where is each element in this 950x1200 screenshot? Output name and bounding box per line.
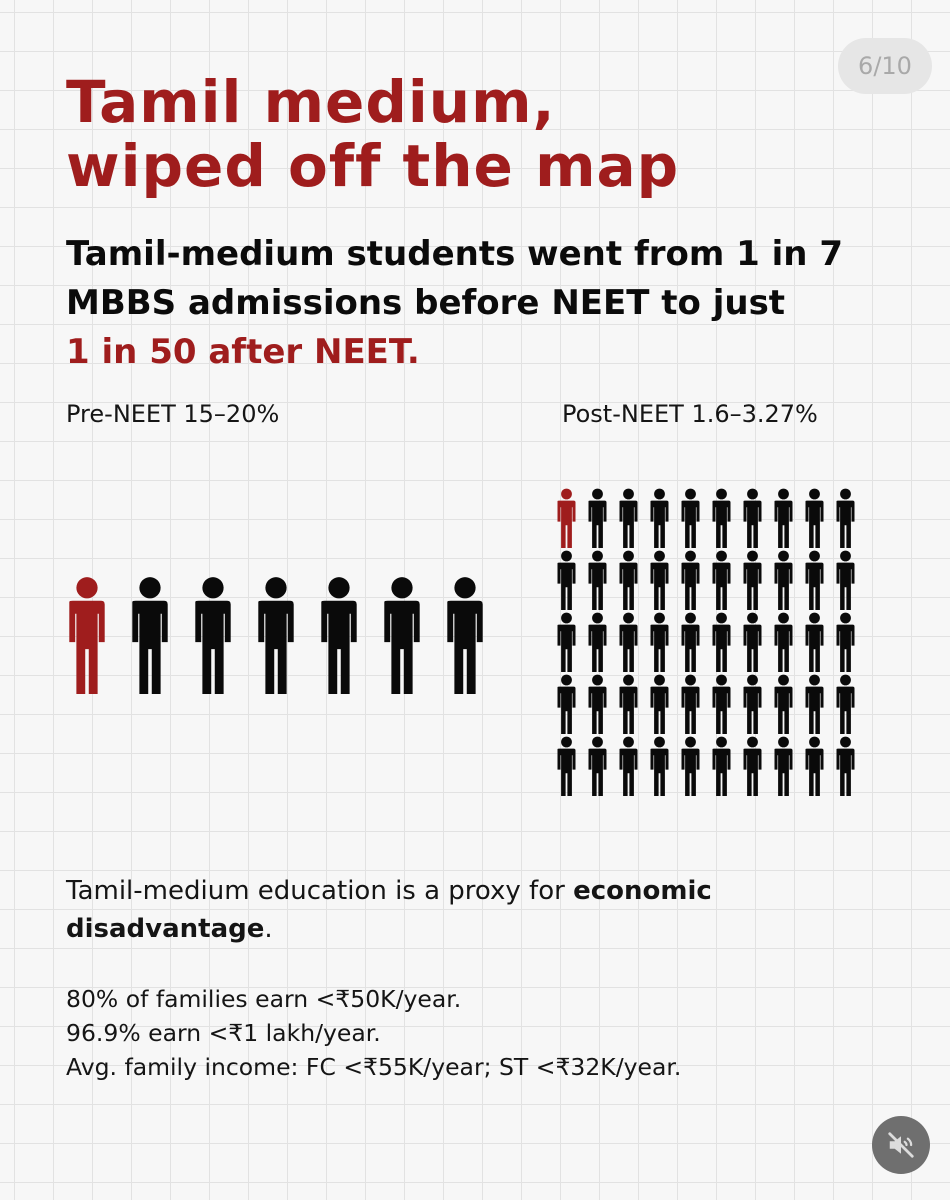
person-icon	[554, 550, 579, 610]
stat-line: Avg. family income: FC <₹55K/year; ST <₹32K/year.	[66, 1053, 682, 1081]
person-icon	[833, 674, 858, 734]
person-icon	[377, 576, 427, 694]
body-text-end: .	[264, 914, 273, 944]
person-icon	[709, 674, 734, 734]
speaker-muted-icon	[886, 1130, 916, 1160]
person-icon	[802, 674, 827, 734]
person-icon	[678, 550, 703, 610]
stat-line: 96.9% earn <₹1 lakh/year.	[66, 1019, 381, 1047]
person-icon	[314, 576, 364, 694]
person-icon	[678, 612, 703, 672]
person-icon	[647, 674, 672, 734]
person-icon	[647, 612, 672, 672]
post-neet-pictogram	[554, 488, 861, 798]
stat-line: 80% of families earn <₹50K/year.	[66, 985, 462, 1013]
body-text-bold: economic disadvantage	[66, 876, 712, 944]
person-icon	[833, 488, 858, 548]
person-icon	[833, 612, 858, 672]
person-icon	[616, 488, 641, 548]
title-line-2: wiped off the map	[66, 132, 680, 200]
person-icon	[740, 488, 765, 548]
person-icon	[771, 674, 796, 734]
person-icon	[740, 612, 765, 672]
person-icon	[740, 550, 765, 610]
person-icon	[125, 576, 175, 694]
person-icon	[771, 550, 796, 610]
person-icon	[802, 736, 827, 796]
person-icon	[554, 612, 579, 672]
person-icon	[647, 488, 672, 548]
person-icon	[647, 736, 672, 796]
person-icon	[771, 488, 796, 548]
person-icon	[771, 612, 796, 672]
person-icon	[678, 674, 703, 734]
person-icon	[647, 550, 672, 610]
person-icon	[585, 674, 610, 734]
subtitle-line-1: Tamil-medium students went from 1 in 7	[66, 234, 843, 274]
body-text	[66, 872, 866, 948]
subtitle-highlight: 1 in 50 after NEET.	[66, 332, 420, 372]
page-title	[66, 70, 679, 198]
person-icon	[585, 488, 610, 548]
person-icon	[554, 736, 579, 796]
person-icon	[554, 674, 579, 734]
title-line-1: Tamil medium,	[66, 68, 556, 136]
mute-button[interactable]	[872, 1116, 930, 1174]
person-icon	[616, 612, 641, 672]
person-icon	[616, 736, 641, 796]
post-neet-label: Post-NEET 1.6–3.27%	[562, 400, 818, 428]
person-icon	[709, 550, 734, 610]
person-icon	[802, 550, 827, 610]
subtitle	[66, 230, 916, 377]
person-icon	[585, 736, 610, 796]
person-icon	[585, 612, 610, 672]
person-icon	[709, 488, 734, 548]
person-icon	[771, 736, 796, 796]
person-icon	[833, 550, 858, 610]
pre-neet-pictogram	[62, 576, 490, 694]
person-icon	[678, 488, 703, 548]
person-icon	[833, 736, 858, 796]
person-icon	[585, 550, 610, 610]
person-icon-highlighted	[62, 576, 112, 694]
person-icon	[709, 612, 734, 672]
page-counter: 6/10	[838, 38, 932, 94]
person-icon	[251, 576, 301, 694]
person-icon	[188, 576, 238, 694]
stats-list	[66, 982, 681, 1084]
person-icon	[709, 736, 734, 796]
person-icon	[678, 736, 703, 796]
pre-neet-label: Pre-NEET 15–20%	[66, 400, 280, 428]
person-icon	[440, 576, 490, 694]
person-icon	[802, 488, 827, 548]
person-icon	[740, 736, 765, 796]
person-icon	[740, 674, 765, 734]
person-icon	[616, 550, 641, 610]
person-icon-highlighted	[554, 488, 579, 548]
body-text-lead: Tamil-medium education is a proxy for	[66, 876, 574, 906]
person-icon	[616, 674, 641, 734]
person-icon	[802, 612, 827, 672]
subtitle-line-2: MBBS admissions before NEET to just	[66, 283, 786, 323]
